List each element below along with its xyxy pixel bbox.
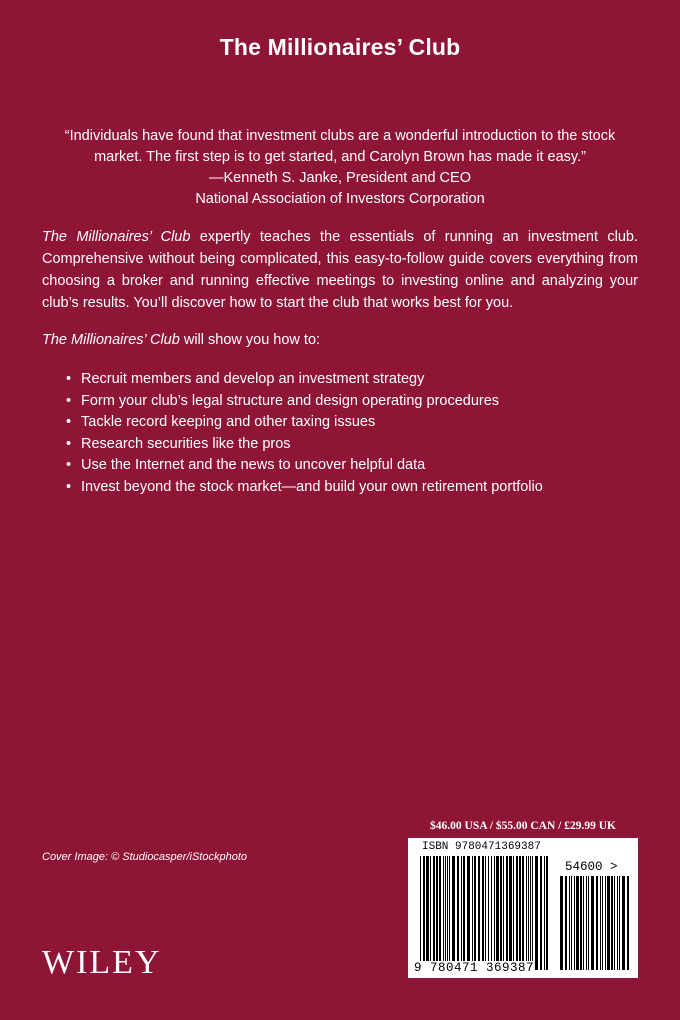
- list-item: • Use the Internet and the news to uncover helpful data: [66, 455, 646, 477]
- isbn-label: ISBN 9780471369387: [422, 841, 541, 853]
- list-item: • Recruit members and develop an investment strategy: [66, 369, 646, 391]
- list-item: • Tackle record keeping and other taxing issues: [66, 412, 646, 434]
- price-line: $46.00 USA / $55.00 CAN / £29.99 UK: [430, 820, 616, 832]
- back-cover-title: The Millionaires’ Club: [219, 34, 461, 60]
- list-item: • Invest beyond the stock market—and build your own retirement portfolio: [66, 477, 646, 499]
- quote-affiliation: National Association of Investors Corporation: [195, 191, 485, 207]
- ean-digits: 9 780471 369387: [414, 961, 535, 975]
- isbn-barcode: [408, 838, 638, 978]
- list-intro: [42, 330, 638, 350]
- intro-book-title: The Millionaires’ Club: [42, 332, 180, 348]
- quote-author: —Kenneth S. Janke, President and CEO: [209, 170, 471, 186]
- list-item: • Form your club’s legal structure and design operating procedures: [66, 391, 646, 413]
- feature-list: [66, 369, 646, 498]
- price-supplement: 54600 >: [565, 860, 618, 874]
- list-item: • Research securities like the pros: [66, 434, 646, 456]
- barcode-bars-icon: [408, 838, 638, 978]
- blurb-book-title: The Millionaires’ Club: [42, 229, 191, 245]
- wiley-logo: WILEY: [42, 944, 162, 981]
- blurb-text: expertly teaches the essentials of running an investment club. Comprehensive without being complicated, this easy-to-follow guide covers everything from choosing a broker and running effective meetings to investing online and analyzing your club’s results. You’ll discover how to start the club that works best for you.: [42, 229, 638, 311]
- endorsement-quote: [42, 126, 638, 210]
- intro-text: will show you how to:: [179, 332, 321, 348]
- book-description: [42, 226, 638, 314]
- quote-text: “Individuals have found that investment clubs are a wonderful introduction to the stock market. The first step is to get started, and Carolyn Brown has made it easy.”: [64, 128, 616, 165]
- cover-image-credit: Cover Image: © Studiocasper/iStockphoto: [42, 851, 247, 863]
